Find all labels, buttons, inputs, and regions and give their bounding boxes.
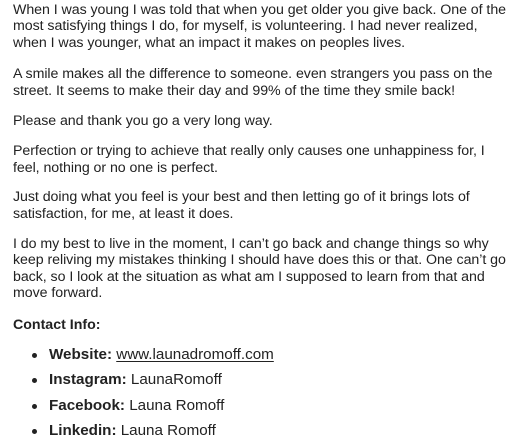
- article-body: [13, 2, 507, 447]
- contact-item-facebook: [13, 396, 507, 422]
- paragraph-live-in-moment: I do my best to live in the moment, I can’t go back and change things so why keep reliving my mistakes thinking I should have does this or that. One can’t go back, so I look at the situation as what am I supposed to learn from that and move forward.: [13, 236, 506, 302]
- contact-item-website: [13, 345, 507, 371]
- bullet-icon: [32, 404, 37, 409]
- website-label: Website:: [49, 345, 117, 363]
- facebook-label: Facebook:: [49, 396, 130, 414]
- bullet-icon: [32, 378, 37, 383]
- facebook-name: Launa Romoff: [129, 396, 225, 414]
- instagram-label: Instagram:: [49, 371, 131, 389]
- paragraph-smile: A smile makes all the difference to someone. even strangers you pass on the street. It seems to make their day and 99% of the time they smile back!: [13, 66, 493, 99]
- contact-info-heading: Contact Info:: [13, 316, 101, 333]
- linkedin-label: Linkedin:: [49, 422, 121, 440]
- contact-item-instagram: [13, 370, 507, 396]
- instagram-handle: LaunaRomoff: [130, 371, 222, 389]
- paragraph-please-thank-you: Please and thank you go a very long way.: [13, 113, 273, 130]
- website-link[interactable]: www.launadromoff.com: [116, 345, 274, 363]
- paragraph-perfection: Perfection or trying to achieve that really only causes one unhappiness for, I feel, nothing or no one is perfect.: [13, 143, 485, 176]
- contact-item-linkedin: [13, 421, 507, 447]
- contact-list: [13, 345, 507, 447]
- linkedin-name: Launa Romoff: [120, 422, 216, 440]
- paragraph-volunteering: When I was young I was told that when you get older you give back. One of the most satisfying things I do, for myself, is volunteering. I had never realized, when I was younger, what an impact it makes on peoples lives.: [13, 2, 507, 51]
- bullet-icon: [32, 429, 37, 434]
- paragraph-best-effort: Just doing what you feel is your best and then letting go of it brings lots of satisfaction, for me, at least it does.: [13, 189, 470, 222]
- bullet-icon: [32, 353, 37, 358]
